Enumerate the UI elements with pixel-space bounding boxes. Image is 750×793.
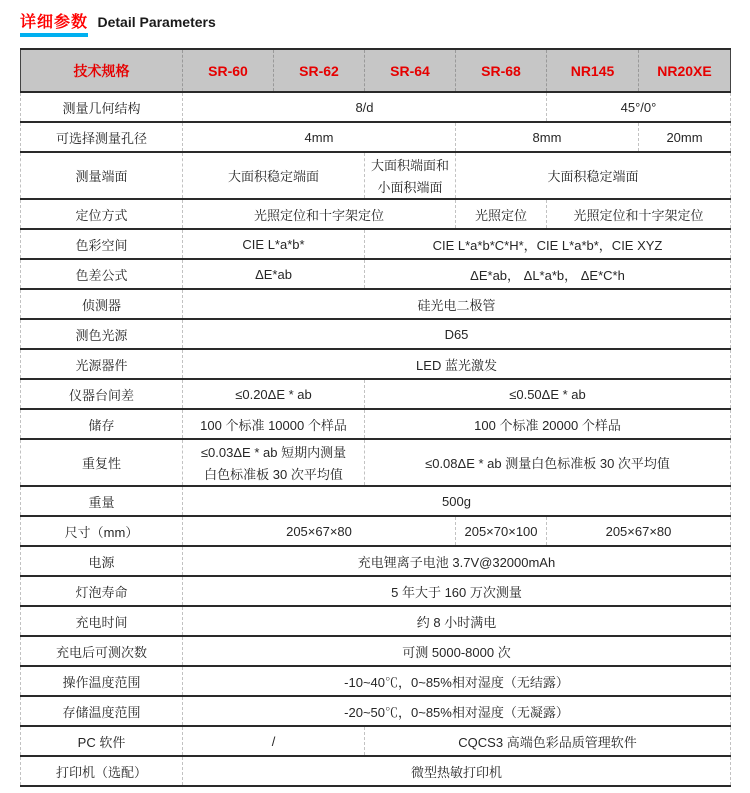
table-row-aperture: [21, 122, 731, 152]
spec-cell: 5 年大于 160 万次测量: [183, 576, 731, 606]
row-label: 尺寸（mm）: [21, 516, 183, 546]
table-row-repeatability: [21, 439, 731, 486]
row-label: 操作温度范围: [21, 666, 183, 696]
row-label: 侦测器: [21, 289, 183, 319]
spec-cell: 光照定位: [456, 199, 547, 229]
spec-cell-line1: 大面积端面和: [370, 158, 449, 173]
row-label: 充电后可测次数: [21, 636, 183, 666]
spec-cell: [183, 439, 365, 486]
table-row-dimensions: [21, 516, 731, 546]
table-row-color-space: [21, 229, 731, 259]
spec-cell: 100 个标准 20000 个样品: [365, 409, 731, 439]
table-row-power: [21, 546, 731, 576]
spec-cell: 205×70×100: [456, 516, 547, 546]
spec-cell: 4mm: [183, 122, 456, 152]
table-row-lamp-life: [21, 576, 731, 606]
spec-cell: CQCS3 高端色彩品质管理软件: [365, 726, 731, 756]
spec-cell-line2: 小面积端面: [377, 180, 443, 195]
spec-cell: ≤0.08ΔE * ab 测量白色标准板 30 次平均值: [365, 439, 731, 486]
table-row-illuminant: [21, 319, 731, 349]
row-label: 重复性: [21, 439, 183, 486]
spec-table: [20, 48, 731, 787]
table-row-operating-temp: [21, 666, 731, 696]
spec-cell: 45°/0°: [547, 92, 731, 122]
spec-cell-line2: 白色标准板 30 次平均值: [204, 467, 343, 482]
row-label: 测量几何结构: [21, 92, 183, 122]
column-header-nr145: NR145: [547, 49, 639, 92]
header-row: [21, 49, 731, 92]
table-row-printer: [21, 756, 731, 786]
spec-cell: 500g: [183, 486, 731, 516]
spec-cell: 微型热敏打印机: [183, 756, 731, 786]
spec-cell: ≤0.50ΔE * ab: [365, 379, 731, 409]
spec-cell: [365, 152, 456, 199]
row-label: 色彩空间: [21, 229, 183, 259]
spec-cell-line1: ≤0.03ΔE * ab 短期内测量: [200, 445, 347, 460]
spec-cell: D65: [183, 319, 731, 349]
spec-cell: 8/d: [183, 92, 547, 122]
table-row-measuring-face: [21, 152, 731, 199]
row-label: 重量: [21, 486, 183, 516]
row-label: 存储温度范围: [21, 696, 183, 726]
column-header-sr64: SR-64: [365, 49, 456, 92]
row-label: 打印机（选配）: [21, 756, 183, 786]
page-title: 详细参数: [20, 9, 88, 37]
spec-cell: ≤0.20ΔE * ab: [183, 379, 365, 409]
table-row-storage-capacity: [21, 409, 731, 439]
spec-cell: -20~50℃，0~85%相对湿度（无凝露）: [183, 696, 731, 726]
row-label: 仪器台间差: [21, 379, 183, 409]
table-row-storage-temp: [21, 696, 731, 726]
table-row-weight: [21, 486, 731, 516]
page-header: [0, 0, 750, 37]
row-label: 色差公式: [21, 259, 183, 289]
table-row-geometry: [21, 92, 731, 122]
spec-cell: 大面积稳定端面: [456, 152, 731, 199]
row-label: 电源: [21, 546, 183, 576]
column-header-specs: 技术规格: [21, 49, 183, 92]
column-header-sr62: SR-62: [274, 49, 365, 92]
spec-cell: 100 个标准 10000 个样品: [183, 409, 365, 439]
spec-cell: 8mm: [456, 122, 639, 152]
spec-cell: 20mm: [639, 122, 731, 152]
row-label: 储存: [21, 409, 183, 439]
table-row-detector: [21, 289, 731, 319]
column-header-sr60: SR-60: [183, 49, 274, 92]
table-row-pc-software: [21, 726, 731, 756]
table-row-inter-instrument: [21, 379, 731, 409]
column-header-sr68: SR-68: [456, 49, 547, 92]
spec-cell: 硅光电二极管: [183, 289, 731, 319]
row-label: 充电时间: [21, 606, 183, 636]
row-label: 灯泡寿命: [21, 576, 183, 606]
table-row-measurements-per-charge: [21, 636, 731, 666]
spec-cell: /: [183, 726, 365, 756]
table-row-charge-time: [21, 606, 731, 636]
spec-cell: CIE L*a*b*: [183, 229, 365, 259]
spec-cell: 可测 5000-8000 次: [183, 636, 731, 666]
row-label: PC 软件: [21, 726, 183, 756]
spec-cell: 充电锂离子电池 3.7V@32000mAh: [183, 546, 731, 576]
spec-cell: 光照定位和十字架定位: [547, 199, 731, 229]
row-label: 光源器件: [21, 349, 183, 379]
spec-cell: 光照定位和十字架定位: [183, 199, 456, 229]
row-label: 定位方式: [21, 199, 183, 229]
spec-cell: 约 8 小时满电: [183, 606, 731, 636]
spec-cell: 大面积稳定端面: [183, 152, 365, 199]
table-row-light-source: [21, 349, 731, 379]
spec-cell: 205×67×80: [183, 516, 456, 546]
spec-cell: LED 蓝光激发: [183, 349, 731, 379]
spec-cell: -10~40℃，0~85%相对湿度（无结露）: [183, 666, 731, 696]
row-label: 测色光源: [21, 319, 183, 349]
page-subtitle: Detail Parameters: [97, 14, 216, 30]
spec-cell: ΔE*ab， ΔL*a*b， ΔE*C*h: [365, 259, 731, 289]
spec-cell: ΔE*ab: [183, 259, 365, 289]
spec-cell: CIE L*a*b*C*H*，CIE L*a*b*，CIE XYZ: [365, 229, 731, 259]
row-label: 可选择测量孔径: [21, 122, 183, 152]
row-label: 测量端面: [21, 152, 183, 199]
spec-cell: 205×67×80: [547, 516, 731, 546]
table-row-color-diff-formula: [21, 259, 731, 289]
column-header-nr20xe: NR20XE: [639, 49, 731, 92]
table-row-positioning: [21, 199, 731, 229]
